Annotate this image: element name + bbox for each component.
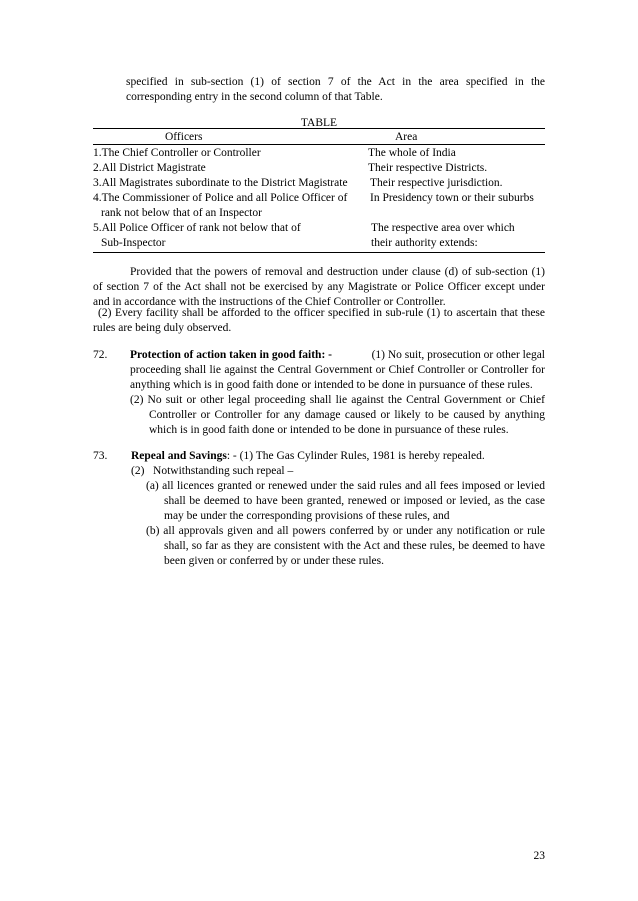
rule-73-title: Repeal and Savings xyxy=(131,450,227,462)
table-cell-officer: 5.All Police Officer of rank not below that of xyxy=(93,222,301,234)
sub-rule-line: (2) Every facility shall be afforded to the officer specified in sub-rule (1) to ascertain that these xyxy=(98,307,545,319)
clause-b-line: (b) all approvals given and all powers conferred by or under any notification or rule xyxy=(146,525,545,537)
table-top-rule xyxy=(93,128,545,129)
table-cell-officer: 1.The Chief Controller or Controller xyxy=(93,147,261,159)
rule-73-sub2: (2) Notwithstanding such repeal – xyxy=(131,465,294,477)
rule-72-line1-rest: (1) No suit, prosecution or other legal xyxy=(371,349,545,361)
rule-72-sub2-line: which is in good faith done or intended to be done in pursuance of these rules. xyxy=(149,424,509,436)
table-cell-officer: 2.All District Magistrate xyxy=(93,162,206,174)
table-cell-officer: 4.The Commissioner of Police and all Police Officer of xyxy=(93,192,348,204)
table-cell-officer-cont: rank not below that of an Inspector xyxy=(101,207,262,219)
proviso-line: of section 7 of the Act shall not be exercised by any Magistrate or Police Officer except under xyxy=(93,281,545,293)
rule-72-title: Protection of action taken in good faith: - xyxy=(130,349,332,361)
rule-72-heading-line xyxy=(130,348,545,363)
rule-73-number: 73. xyxy=(93,450,108,462)
table-cell-area: Their respective Districts. xyxy=(368,162,488,174)
clause-a-line: shall be deemed to have been granted, renewed or imposed or levied, as the case xyxy=(164,495,545,507)
table-cell-area-cont: their authority extends: xyxy=(371,237,478,249)
intro-line-2: corresponding entry in the second column of that Table. xyxy=(126,91,383,103)
clause-b-line: been given or conferred by or under these rules. xyxy=(164,555,385,567)
table-cell-area: The respective area over which xyxy=(371,222,515,234)
rule-72-line: anything which is in good faith done or intended to be done in pursuance of these rules. xyxy=(130,379,533,391)
table-header-area: Area xyxy=(395,131,418,143)
table-cell-officer-cont: Sub-Inspector xyxy=(101,237,166,249)
table-bottom-rule xyxy=(93,252,545,253)
clause-b-line: shall, so far as they are consistent with the Act and these rules, be deemed to have xyxy=(164,540,545,552)
proviso-line: and in accordance with the instructions of the Chief Controller or Controller. xyxy=(93,296,446,308)
clause-a-line: (a) all licences granted or renewed under the said rules and all fees imposed or levied xyxy=(146,480,545,492)
table-caption: TABLE xyxy=(300,117,338,129)
sub-rule-line: rules are being duly observed. xyxy=(93,322,232,334)
clause-a-line: may be under the corresponding provisions of these rules, and xyxy=(164,510,450,522)
rule-73-title-rest: : - (1) The Gas Cylinder Rules, 1981 is hereby repealed. xyxy=(226,450,485,462)
table-cell-officer: 3.All Magistrates subordinate to the District Magistrate xyxy=(93,177,348,189)
table-header-officers: Officers xyxy=(165,131,203,143)
table-header-rule xyxy=(93,144,545,145)
rule-72-sub2-line: (2) No suit or other legal proceeding shall lie against the Central Government or Chief xyxy=(130,394,545,406)
proviso-line: Provided that the powers of removal and destruction under clause (d) of sub-section (1) xyxy=(130,266,545,278)
rule-73-heading-line xyxy=(131,449,485,464)
page-number: 23 xyxy=(533,850,545,862)
table-cell-area: The whole of India xyxy=(368,147,456,159)
rule-72-number: 72. xyxy=(93,349,108,361)
intro-line-1: specified in sub-section (1) of section 7 of the Act in the area specified in the xyxy=(126,76,545,88)
table-cell-area: Their respective jurisdiction. xyxy=(370,177,503,189)
rule-72-line: proceeding shall lie against the Central Government or Chief Controller or Controller for xyxy=(130,364,545,376)
table-cell-area: In Presidency town or their suburbs xyxy=(370,192,534,204)
rule-72-sub2-line: Controller or Controller for any damage caused or likely to be caused by anything xyxy=(149,409,545,421)
